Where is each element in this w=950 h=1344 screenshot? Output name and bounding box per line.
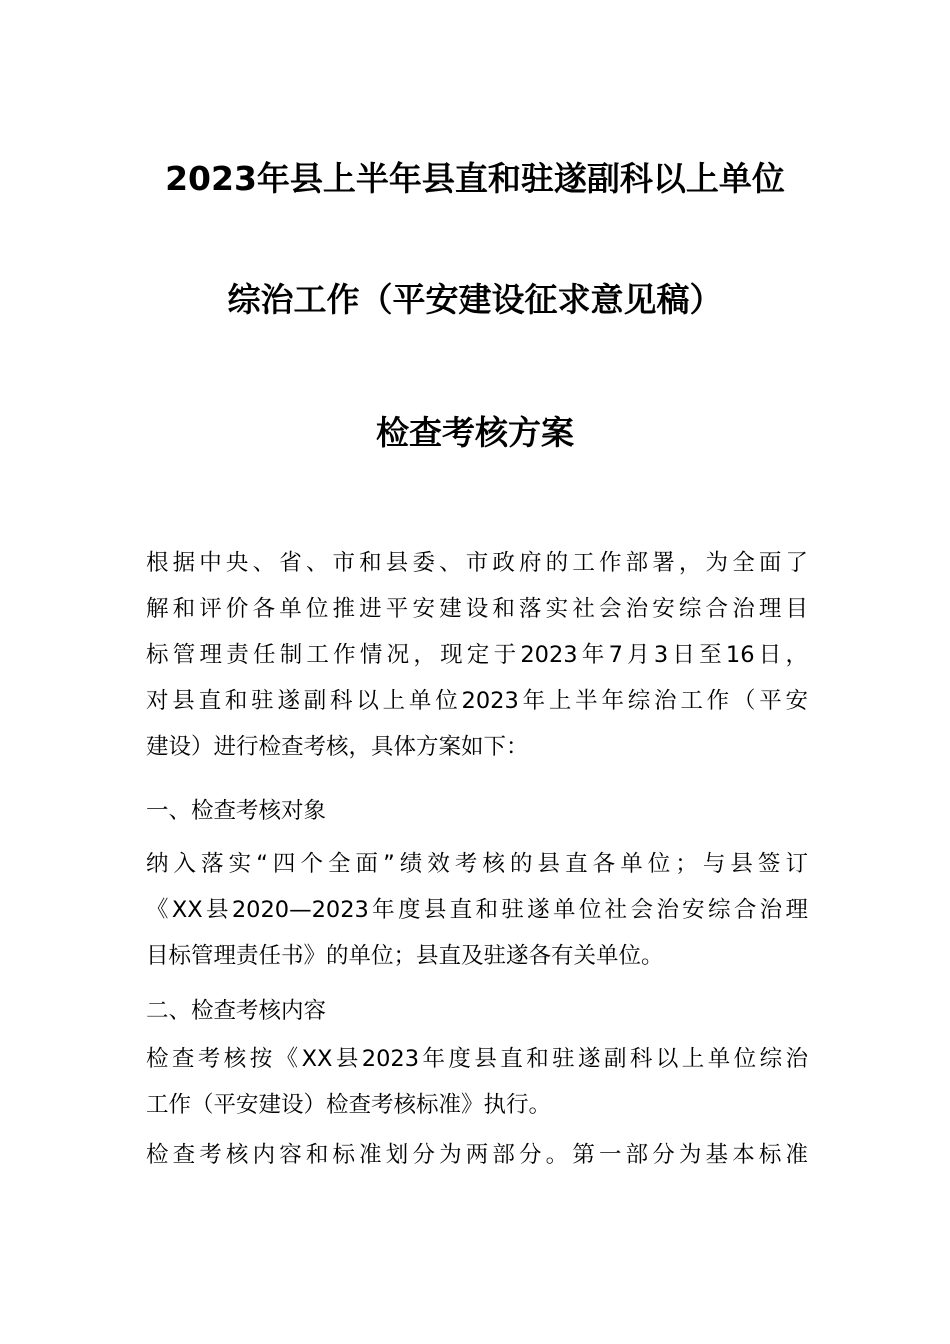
section-2-line: 检查考核按《XX县2023年度县直和驻遂副科以上单位综治 [146,1046,808,1072]
section-1-heading-block [146,793,808,829]
section-1-paragraph [146,846,808,974]
section-1-line: 《XX县2020—2023年度县直和驻遂单位社会治安综合治理 [146,897,808,923]
intro-line: 建设）进行检查考核，具体方案如下： [146,734,529,760]
intro-paragraph [146,545,808,765]
section-2-line: 工作（平安建设）检查考核标准》执行。 [146,1092,552,1118]
section-1-heading: 一、检查考核对象 [146,798,327,824]
intro-line: 解和评价各单位推进平安建设和落实社会治安综合治理目 [146,596,808,622]
section-2-heading-block [146,993,808,1029]
document-title-line-1: 2023年县上半年县直和驻遂副科以上单位 [165,159,785,198]
intro-line: 根据中央、省、市和县委、市政府的工作部署，为全面了 [146,550,808,576]
intro-line: 标管理责任制工作情况，现定于2023年7月3日至16日， [146,642,808,668]
section-2-line: 检查考核内容和标准划分为两部分。第一部分为基本标准 [146,1142,808,1168]
section-1-line: 纳入落实“四个全面”绩效考核的县直各单位；与县签订 [146,851,808,877]
document-title-line-3: 检查考核方案 [376,413,574,452]
section-1-line: 目标管理责任书》的单位；县直及驻遂各有关单位。 [146,943,664,969]
section-2-paragraph [146,1041,808,1173]
section-2-heading: 二、检查考核内容 [146,998,327,1024]
document-title-line-2: 综治工作（平安建设征求意见稿） [227,280,723,319]
intro-line: 对县直和驻遂副科以上单位2023年上半年综治工作（平安 [146,688,808,714]
